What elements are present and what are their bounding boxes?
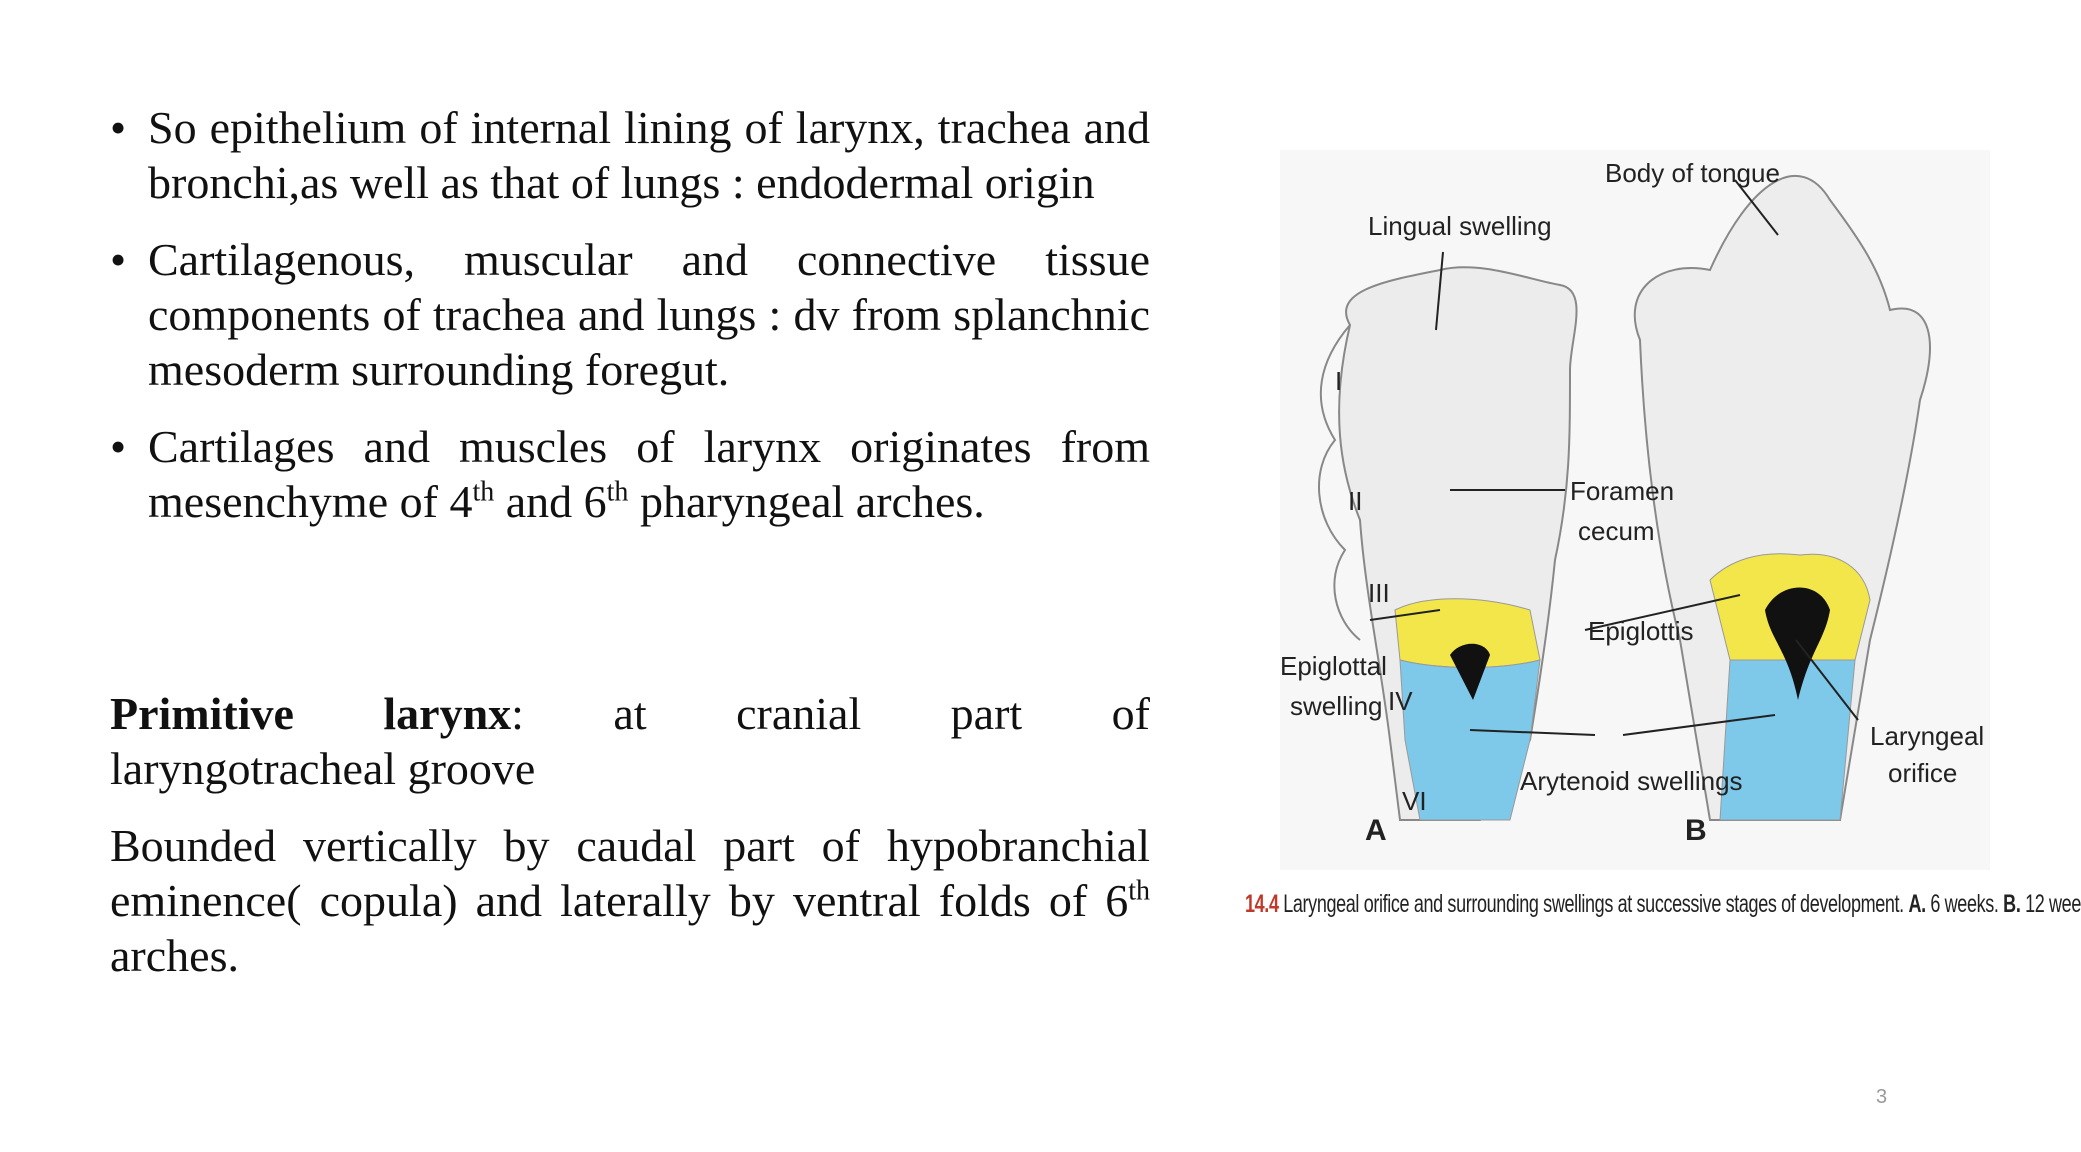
- bullet-section: [110, 100, 1150, 551]
- label-body-of-tongue: Body of tongue: [1605, 158, 1780, 188]
- label-arytenoid-swellings: Arytenoid swellings: [1520, 766, 1743, 796]
- label-epiglottis: Epiglottis: [1588, 616, 1694, 646]
- primitive-larynx-line2: laryngotracheal groove: [110, 743, 536, 794]
- bullet-text: Cartilages and muscles of larynx originates from mesenchyme of 4th and 6th pharyngeal arches.: [148, 421, 1150, 527]
- bounded-paragraph: Bounded vertically by caudal part of hypobranchial eminence( copula) and laterally by ventral folds of 6th arches.: [110, 820, 1150, 981]
- bullet-dot: •: [110, 234, 127, 285]
- bullet-item: [110, 100, 1150, 210]
- bullet-dot: •: [110, 421, 127, 472]
- larynx-development-figure: [1240, 140, 2081, 940]
- label-arch-III: III: [1368, 578, 1390, 608]
- page-number: 3: [1876, 1086, 1888, 1108]
- figure-caption: 14.4 Laryngeal orifice and surrounding swellings at successive stages of development. A. 6 weeks. B. 12 wee: [1245, 890, 2081, 918]
- bullet-dot: •: [110, 102, 127, 153]
- bullet-item: [110, 419, 1150, 529]
- label-arch-IV: IV: [1388, 686, 1413, 716]
- panel-b-arytenoid-swellings: [1720, 660, 1855, 820]
- label-swelling: swelling: [1290, 691, 1383, 721]
- label-panel-b: B: [1685, 814, 1707, 847]
- bullet-text: Cartilagenous, muscular and connective tissue components of trachea and lungs : dv from splanchnic mesoderm surrounding foregut.: [148, 234, 1150, 395]
- label-epiglottal: Epiglottal: [1280, 651, 1387, 681]
- bullet-item: [110, 232, 1150, 397]
- label-lingual-swelling: Lingual swelling: [1368, 211, 1552, 241]
- label-foramen: Foramen: [1570, 476, 1675, 506]
- bullet-list: [110, 100, 1150, 529]
- primitive-larynx-term: Primitive larynx: [110, 688, 512, 739]
- label-cecum: cecum: [1578, 516, 1655, 546]
- label-laryngeal: Laryngeal: [1870, 721, 1985, 751]
- label-arch-I: I: [1335, 366, 1343, 396]
- bullet-text: So epithelium of internal lining of larynx, trachea and bronchi,as well as that of lungs : endodermal origin: [148, 102, 1150, 208]
- label-panel-a: A: [1365, 814, 1387, 847]
- label-arch-II: II: [1348, 486, 1363, 516]
- label-orifice: orifice: [1888, 758, 1958, 788]
- primitive-larynx-line1: Primitive larynx: at cranial part of: [110, 688, 1150, 739]
- primitive-larynx-paragraph: [110, 686, 1150, 796]
- figure-number: 14.4: [1245, 890, 1279, 918]
- label-arch-VI: VI: [1402, 786, 1427, 816]
